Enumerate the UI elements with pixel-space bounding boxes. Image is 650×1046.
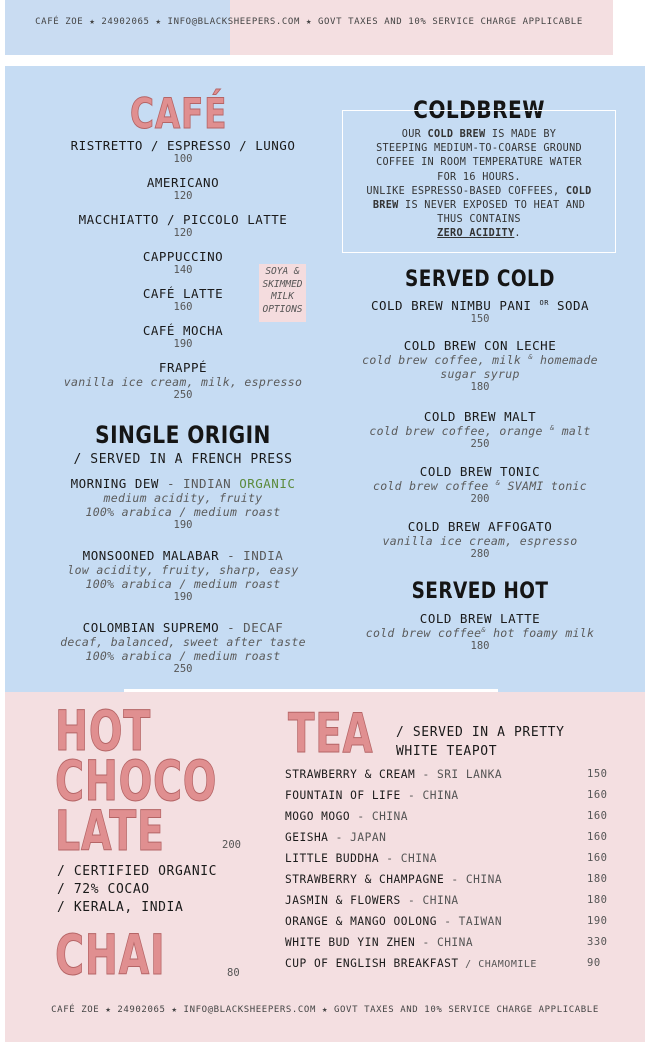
tea-item-price: 160 <box>587 810 608 822</box>
cold-item-desc: homemade <box>532 353 598 367</box>
cold-item-sup: & <box>528 353 533 362</box>
tea-title: TEA <box>288 702 374 765</box>
cold-item <box>335 298 625 338</box>
cold-item-price: 200 <box>470 493 490 505</box>
top-banner-text: CAFÉ ZOE ★ 24902065 ★ INFO@BLACKSHEEPERS.COM ★ GOVT TAXES AND 10% SERVICE CHARGE APPLICABLE <box>35 16 583 27</box>
cafe-item <box>40 138 326 175</box>
origin-item-origin: - INDIA <box>219 548 284 563</box>
tea-item-name: ORANGE & MANGO OOLONG <box>285 915 437 928</box>
served-cold-title: SERVED COLD <box>405 267 555 292</box>
tea-item-name: FOUNTAIN OF LIFE <box>285 789 401 802</box>
tea-item-price: 180 <box>587 873 608 885</box>
tea-subtitle-line: WHITE TEAPOT <box>396 744 498 759</box>
top-banner <box>5 0 613 55</box>
cafe-item <box>40 212 326 249</box>
coldbrew-bold: COLD BREW <box>427 129 486 140</box>
milk-options-note <box>259 264 306 322</box>
cafe-item-name: RISTRETTO / ESPRESSO / LUNGO <box>70 138 296 153</box>
hot-chocolate-notes <box>57 863 217 917</box>
tea-item <box>285 852 608 865</box>
tea-item <box>285 789 608 802</box>
tea-subtitle-line: / SERVED IN A PRETTY <box>396 725 565 740</box>
tea-item <box>285 831 608 844</box>
hot-item-desc: hot foamy milk <box>485 626 595 640</box>
coldbrew-text: COFFEE IN ROOM TEMPERATURE WATER <box>376 157 582 169</box>
cold-item-desc: cold brew coffee <box>372 479 496 493</box>
cold-item <box>335 464 625 519</box>
cafe-item <box>40 175 326 212</box>
origin-item-desc: 100% arabica / medium roast <box>85 649 281 663</box>
hot-chocolate-line: CHOCO <box>55 749 218 813</box>
cafe-item-name: CAFÉ LATTE <box>142 286 224 301</box>
origin-item-desc: 100% arabica / medium roast <box>85 505 281 519</box>
tea-item-price: 160 <box>587 831 608 843</box>
cold-item-sup: & <box>495 479 501 488</box>
zero-acidity: ZERO ACIDITY <box>437 228 515 240</box>
cold-item-desc: SVAMI tonic <box>500 479 587 493</box>
tea-item <box>285 894 608 907</box>
cafe-title: CAFÉ <box>130 89 228 138</box>
tea-item-price: 180 <box>587 894 608 906</box>
coldbrew-text: THUS CONTAINS <box>437 214 521 226</box>
coldbrew-text: STEEPING MEDIUM-TO-COARSE GROUND <box>376 143 582 155</box>
single-origin-subtitle: / SERVED IN A FRENCH PRESS <box>73 452 293 467</box>
tea-item-name: GEISHA <box>285 831 329 844</box>
tea-item-origin: - CHINA <box>400 894 459 907</box>
cafe-item-price: 140 <box>173 264 193 276</box>
tea-item-origin: / CHAMOMILE <box>458 959 537 970</box>
tea-item-name: CUP OF ENGLISH BREAKFAST <box>285 957 459 970</box>
hot-chocolate-price: 200 <box>222 839 241 851</box>
cold-item-name: COLD BREW CON LECHE <box>403 338 557 353</box>
tea-item-origin: - SRI LANKA <box>415 768 503 781</box>
cold-item-name: COLD BREW AFFOGATO <box>407 519 553 534</box>
tea-item-origin: - CHINA <box>444 873 503 886</box>
single-origin-title: SINGLE ORIGIN <box>95 421 271 449</box>
origin-item-origin: - INDIAN <box>158 476 240 491</box>
tea-item-origin: - TAIWAN <box>436 915 503 928</box>
cold-item-sup: & <box>549 424 555 433</box>
organic-label: ORGANIC <box>239 476 296 491</box>
hot-chocolate-line: HOT <box>55 699 151 763</box>
cafe-item <box>40 360 326 401</box>
cafe-item-name: AMERICANO <box>146 175 220 190</box>
section-divider <box>124 689 498 692</box>
cafe-item-desc: vanilla ice cream, milk, espresso <box>63 375 303 389</box>
tea-item <box>285 810 608 823</box>
tea-item-name: LITTLE BUDDHA <box>285 852 380 865</box>
cold-item-desc: cold brew coffee, milk <box>362 353 529 367</box>
origin-item-name: MONSOONED MALABAR <box>82 548 220 563</box>
tea-item-name: MOGO MOGO <box>285 810 351 823</box>
milk-note-line: SOYA & <box>265 266 300 277</box>
coldbrew-text: IS NEVER EXPOSED TO HEAT AND <box>398 200 586 212</box>
milk-note-line: SKIMMED <box>262 278 303 290</box>
cafe-item-price: 190 <box>173 338 193 350</box>
origin-item-desc: medium acidity, fruity <box>103 491 263 505</box>
coldbrew-title: COLDBREW <box>413 96 545 124</box>
tea-item-origin: - CHINA <box>400 789 459 802</box>
coldbrew-text: . <box>514 228 521 240</box>
served-hot-section <box>335 578 625 606</box>
origin-item-price: 190 <box>173 591 193 603</box>
served-cold-section <box>335 266 625 294</box>
single-origin-item <box>30 476 336 548</box>
tea-item-origin: - CHINA <box>415 936 474 949</box>
cold-item-name: COLD BREW NIMBU PANI <box>370 298 540 313</box>
tea-subtitle <box>396 723 565 761</box>
milk-note-line: MILK <box>271 291 294 303</box>
origin-item-price: 190 <box>173 519 193 531</box>
origin-item-desc: low acidity, fruity, sharp, easy <box>67 563 299 577</box>
cafe-item-name: FRAPPÉ <box>158 360 208 375</box>
cold-item <box>335 338 625 409</box>
cold-item-name: COLD BREW MALT <box>423 409 537 424</box>
served-cold-list <box>335 298 625 560</box>
tea-item-price: 150 <box>587 768 608 780</box>
tea-item-name: STRAWBERRY & CHAMPAGNE <box>285 873 445 886</box>
single-origin-section <box>30 420 336 467</box>
tea-item-name: JASMIN & FLOWERS <box>285 894 401 907</box>
chai-price: 80 <box>227 967 240 979</box>
cold-item-name: COLD BREW TONIC <box>419 464 541 479</box>
tea-item-price: 160 <box>587 789 608 801</box>
cafe-item-name: CAPPUCCINO <box>142 249 224 264</box>
cold-item-desc: vanilla ice cream, espresso <box>382 534 578 548</box>
hot-chocolate-note: / CERTIFIED ORGANIC <box>57 864 218 879</box>
cold-item-price: 150 <box>470 313 490 325</box>
cafe-item-price: 160 <box>173 301 193 313</box>
hot-chocolate-line: LATE <box>55 799 165 863</box>
tea-item <box>285 915 608 928</box>
hot-item-desc: cold brew coffee <box>365 626 482 640</box>
hot-chocolate-note: / 72% COCAO <box>57 882 150 897</box>
cafe-item-price: 120 <box>173 227 193 239</box>
cafe-item-name: CAFÉ MOCHA <box>142 323 224 338</box>
tea-item-origin: - CHINA <box>379 852 437 865</box>
coldbrew-bold: BREW <box>372 200 399 212</box>
origin-item-desc: decaf, balanced, sweet after taste <box>60 635 306 649</box>
coldbrew-bold: COLD <box>565 185 592 197</box>
cafe-item-price: 120 <box>173 190 193 202</box>
cafe-item-name: MACCHIATTO / PICCOLO LATTE <box>78 212 288 227</box>
cold-item-sup: OR <box>539 298 549 307</box>
served-hot-title: SERVED HOT <box>411 579 549 604</box>
hot-chocolate-note: / KERALA, INDIA <box>57 900 184 915</box>
coldbrew-text: IS MADE BY <box>485 129 557 140</box>
cafe-item <box>40 323 326 360</box>
tea-item-name: WHITE BUD YIN ZHEN <box>285 936 416 949</box>
bottom-banner: CAFÉ ZOE ★ 24902065 ★ INFO@BLACKSHEEPERS.COM ★ GOVT TAXES AND 10% SERVICE CHARGE APPLICABLE <box>51 1005 599 1015</box>
tea-item-name: STRAWBERRY & CREAM <box>285 768 416 781</box>
hot-item-name: COLD BREW LATTE <box>419 611 541 626</box>
tea-item <box>285 957 605 970</box>
tea-item-origin: - CHINA <box>350 810 409 823</box>
tea-item-origin: - JAPAN <box>328 831 387 844</box>
cold-item-price: 280 <box>470 548 490 560</box>
cafe-item-price: 250 <box>173 389 193 401</box>
origin-item-origin: - DECAF <box>219 620 284 635</box>
coldbrew-text: OUR <box>401 129 428 140</box>
tea-item <box>285 768 608 781</box>
single-origin-item <box>30 620 336 675</box>
cold-item-name: SODA <box>548 298 590 313</box>
tea-item <box>285 873 608 886</box>
hot-item-sup: & <box>481 626 486 635</box>
origin-item-name: MORNING DEW <box>70 476 159 491</box>
chai-title: CHAI <box>55 923 166 987</box>
tea-item-price: 160 <box>587 852 608 864</box>
tea-item-price: 330 <box>587 936 608 948</box>
coldbrew-text: FOR 16 HOURS. <box>437 171 521 183</box>
cold-item <box>335 409 625 464</box>
coldbrew-text: UNLIKE ESPRESSO-BASED COFFEES, <box>366 185 566 197</box>
origin-item-price: 250 <box>173 663 193 675</box>
tea-item-price: 90 <box>587 957 601 969</box>
cold-item-price: 180 <box>470 381 490 393</box>
origin-item-name: COLOMBIAN SUPREMO <box>82 620 220 635</box>
cold-item-desc: malt <box>554 424 591 438</box>
cold-item <box>335 519 625 560</box>
tea-item <box>285 936 608 949</box>
cold-item-price: 250 <box>470 438 490 450</box>
single-origin-list <box>30 476 336 675</box>
hot-item-price: 180 <box>470 640 490 652</box>
hot-chocolate-title <box>55 699 218 863</box>
cafe-item-price: 100 <box>173 153 193 165</box>
served-hot-list <box>335 611 625 652</box>
coldbrew-description <box>342 128 616 242</box>
single-origin-item <box>30 548 336 620</box>
milk-note-line: OPTIONS <box>262 303 303 315</box>
cold-item-desc: sugar syrup <box>440 367 520 381</box>
origin-item-desc: 100% arabica / medium roast <box>85 577 281 591</box>
tea-item-price: 190 <box>587 915 608 927</box>
cold-item-desc: cold brew coffee, orange <box>369 424 550 438</box>
